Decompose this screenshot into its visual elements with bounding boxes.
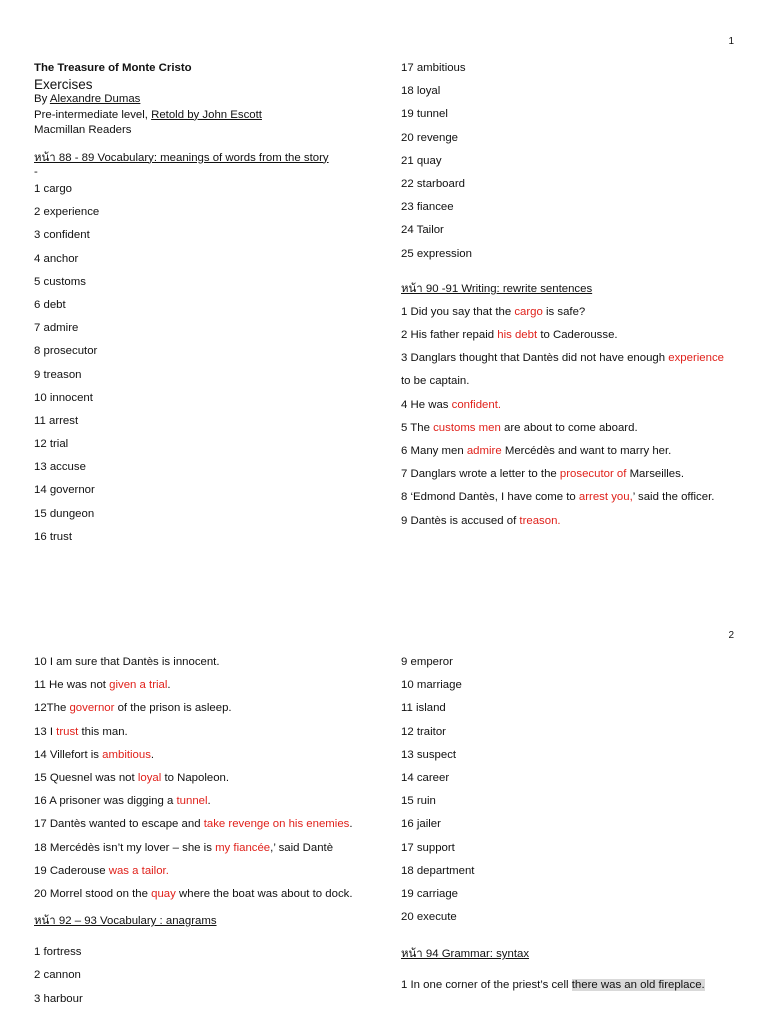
anagram-item: 9 emperor: [401, 656, 453, 668]
vocab-list-right: [401, 57, 761, 266]
series-line: Macmillan Readers: [34, 124, 132, 136]
vocab-item: 20 revenge: [401, 131, 458, 144]
book-title: The Treasure of Monte Cristo: [34, 62, 192, 74]
right-column: [401, 57, 761, 533]
level-line: Pre-intermediate level, Retold by John Escott: [34, 108, 262, 121]
answer-highlight: was a tailor.: [108, 864, 169, 877]
answer-highlight: ambitious: [102, 748, 151, 761]
vocab-item: 3 confident: [34, 229, 90, 242]
answer-highlight: take revenge on his enemies: [203, 818, 350, 831]
anagram-heading: หน้า 92 – 93 Vocabulary : anagrams: [34, 915, 217, 928]
anagram-list: [34, 941, 394, 1011]
sentence-line: 11 He was not given a trial.: [34, 679, 171, 692]
author-line: By Alexandre Dumas: [34, 93, 141, 105]
anagram-item: 19 carriage: [401, 887, 458, 900]
page-number: 1: [728, 36, 734, 47]
anagram-item: 12 traitor: [401, 725, 446, 738]
vocab-item: 18 loyal: [401, 85, 441, 98]
sentence-line: 15 Quesnel was not loyal to Napoleon.: [34, 771, 230, 784]
vocab-item: 10 innocent: [34, 391, 93, 404]
answer-highlight: loyal: [137, 771, 162, 784]
anagram-item: 16 jailer: [401, 818, 441, 831]
sentence-line: 13 I trust this man.: [34, 725, 128, 738]
author-link[interactable]: Alexandre Dumas: [49, 93, 141, 105]
vocab-item: 4 anchor: [34, 252, 79, 265]
answer-highlight: customs men: [433, 421, 501, 434]
sentence-line: 4 He was confident.: [401, 398, 502, 411]
sentence-line: 16 A prisoner was digging a tunnel.: [34, 795, 211, 808]
vocab-item: 6 debt: [34, 298, 66, 311]
sentence-line: 9 Dantès is accused of treason.: [401, 514, 561, 527]
anagram-item: 3 harbour: [34, 992, 83, 1005]
left-column: [34, 651, 394, 1011]
vocab-item: 2 experience: [34, 206, 100, 219]
vocab-item: 5 customs: [34, 275, 86, 288]
anagram-item: 18 department: [401, 864, 475, 877]
vocab-item: 17 ambitious: [401, 62, 466, 74]
vocab-item: 15 dungeon: [34, 507, 95, 520]
document-page-2: [0, 590, 768, 1024]
vocab-item: 7 admire: [34, 322, 79, 335]
answer-highlight: his debt: [497, 329, 538, 342]
right-column: [401, 651, 761, 998]
answer-highlight: prosecutor of: [559, 468, 627, 481]
vocab-item: 19 tunnel: [401, 108, 448, 121]
sentence-line: 14 Villefort is ambitious.: [34, 748, 155, 761]
anagram-item: 1 fortress: [34, 946, 82, 959]
vocab-item: 22 starboard: [401, 177, 465, 190]
sentence-line: 12The governor of the prison is asleep.: [34, 702, 232, 715]
anagram-item: 20 execute: [401, 911, 457, 924]
highlighted-phrase: there was an old fireplace.: [571, 979, 705, 992]
sentence-line: 2 His father repaid his debt to Caderousse.: [401, 329, 618, 342]
answer-highlight: arrest you,: [578, 491, 633, 504]
writing-heading: หน้า 90 -91 Writing: rewrite sentences: [401, 282, 593, 295]
sentence-line: to be captain.: [401, 375, 470, 388]
sentence-line: 20 Morrel stood on the quay where the boat was about to dock.: [34, 887, 353, 900]
vocab-item: 11 arrest: [34, 414, 79, 427]
anagram-item: 10 marriage: [401, 679, 462, 692]
vocab-item: 9 treason: [34, 368, 82, 381]
answer-highlight: experience: [668, 352, 724, 365]
vocab-heading: หน้า 88 - 89 Vocabulary: meanings of words from the story: [34, 151, 329, 164]
sentence-line: 3 Danglars thought that Dantès did not have enough experience: [401, 352, 724, 365]
sentence-line: 8 ‘Edmond Dantès, I have come to arrest you,’ said the officer.: [401, 491, 715, 504]
grammar-line: 1 In one corner of the priest’s cell there was an old fireplace.: [401, 979, 705, 992]
anagram-item: 11 island: [401, 702, 446, 715]
left-column: [34, 61, 384, 549]
vocab-item: 12 trial: [34, 438, 69, 451]
grammar-heading: หน้า 94 Grammar: syntax: [401, 948, 530, 961]
answer-highlight: my fiancée: [215, 841, 271, 854]
vocab-item: 21 quay: [401, 154, 442, 167]
anagram-list-right: [401, 651, 761, 929]
writing-list-continued: [34, 651, 394, 906]
answer-highlight: treason.: [519, 514, 561, 527]
answer-highlight: confident.: [451, 398, 502, 411]
sentence-line: 7 Danglars wrote a letter to the prosecutor of Marseilles.: [401, 468, 685, 481]
answer-highlight: given a trial: [109, 679, 168, 692]
vocab-item: 23 fiancee: [401, 201, 454, 214]
answer-highlight: cargo: [514, 305, 543, 318]
exercises-subtitle: Exercises: [34, 76, 93, 92]
answer-highlight: admire: [466, 445, 502, 457]
sentence-line: 5 The customs men are about to come aboard.: [401, 421, 638, 434]
sentence-line: 17 Dantès wanted to escape and take revenge on his enemies.: [34, 818, 353, 831]
vocab-list: [34, 178, 384, 549]
vocab-item: 8 prosecutor: [34, 345, 98, 358]
vocab-item: 25 expression: [401, 247, 472, 260]
writing-list: [401, 301, 761, 533]
vocab-item: 24 Tailor: [401, 224, 444, 237]
sentence-line: 10 I am sure that Dantès is innocent.: [34, 656, 220, 668]
vocab-item: 13 accuse: [34, 461, 86, 474]
sentence-line: 19 Caderouse was a tailor.: [34, 864, 169, 877]
page-number: 2: [728, 630, 734, 641]
sentence-line: 18 Mercédès isn’t my lover – she is my fiancée,’ said Dantè: [34, 841, 334, 854]
anagram-item: 2 cannon: [34, 969, 81, 982]
retold-link[interactable]: Retold by John Escott: [151, 108, 262, 121]
sentence-line: 1 Did you say that the cargo is safe?: [401, 305, 586, 318]
anagram-item: 14 career: [401, 771, 450, 784]
answer-highlight: governor: [69, 702, 115, 715]
vocab-dash: -: [34, 166, 38, 178]
vocab-item: 1 cargo: [34, 183, 72, 195]
vocab-item: 14 governor: [34, 484, 95, 497]
sentence-line: 6 Many men admire Mercédès and want to marry her.: [401, 445, 672, 457]
anagram-item: 17 support: [401, 841, 455, 854]
answer-highlight: quay: [151, 887, 176, 900]
anagram-item: 15 ruin: [401, 795, 436, 808]
answer-highlight: trust: [56, 725, 79, 738]
vocab-item: 16 trust: [34, 530, 72, 543]
anagram-item: 13 suspect: [401, 748, 457, 761]
answer-highlight: tunnel: [176, 795, 208, 808]
